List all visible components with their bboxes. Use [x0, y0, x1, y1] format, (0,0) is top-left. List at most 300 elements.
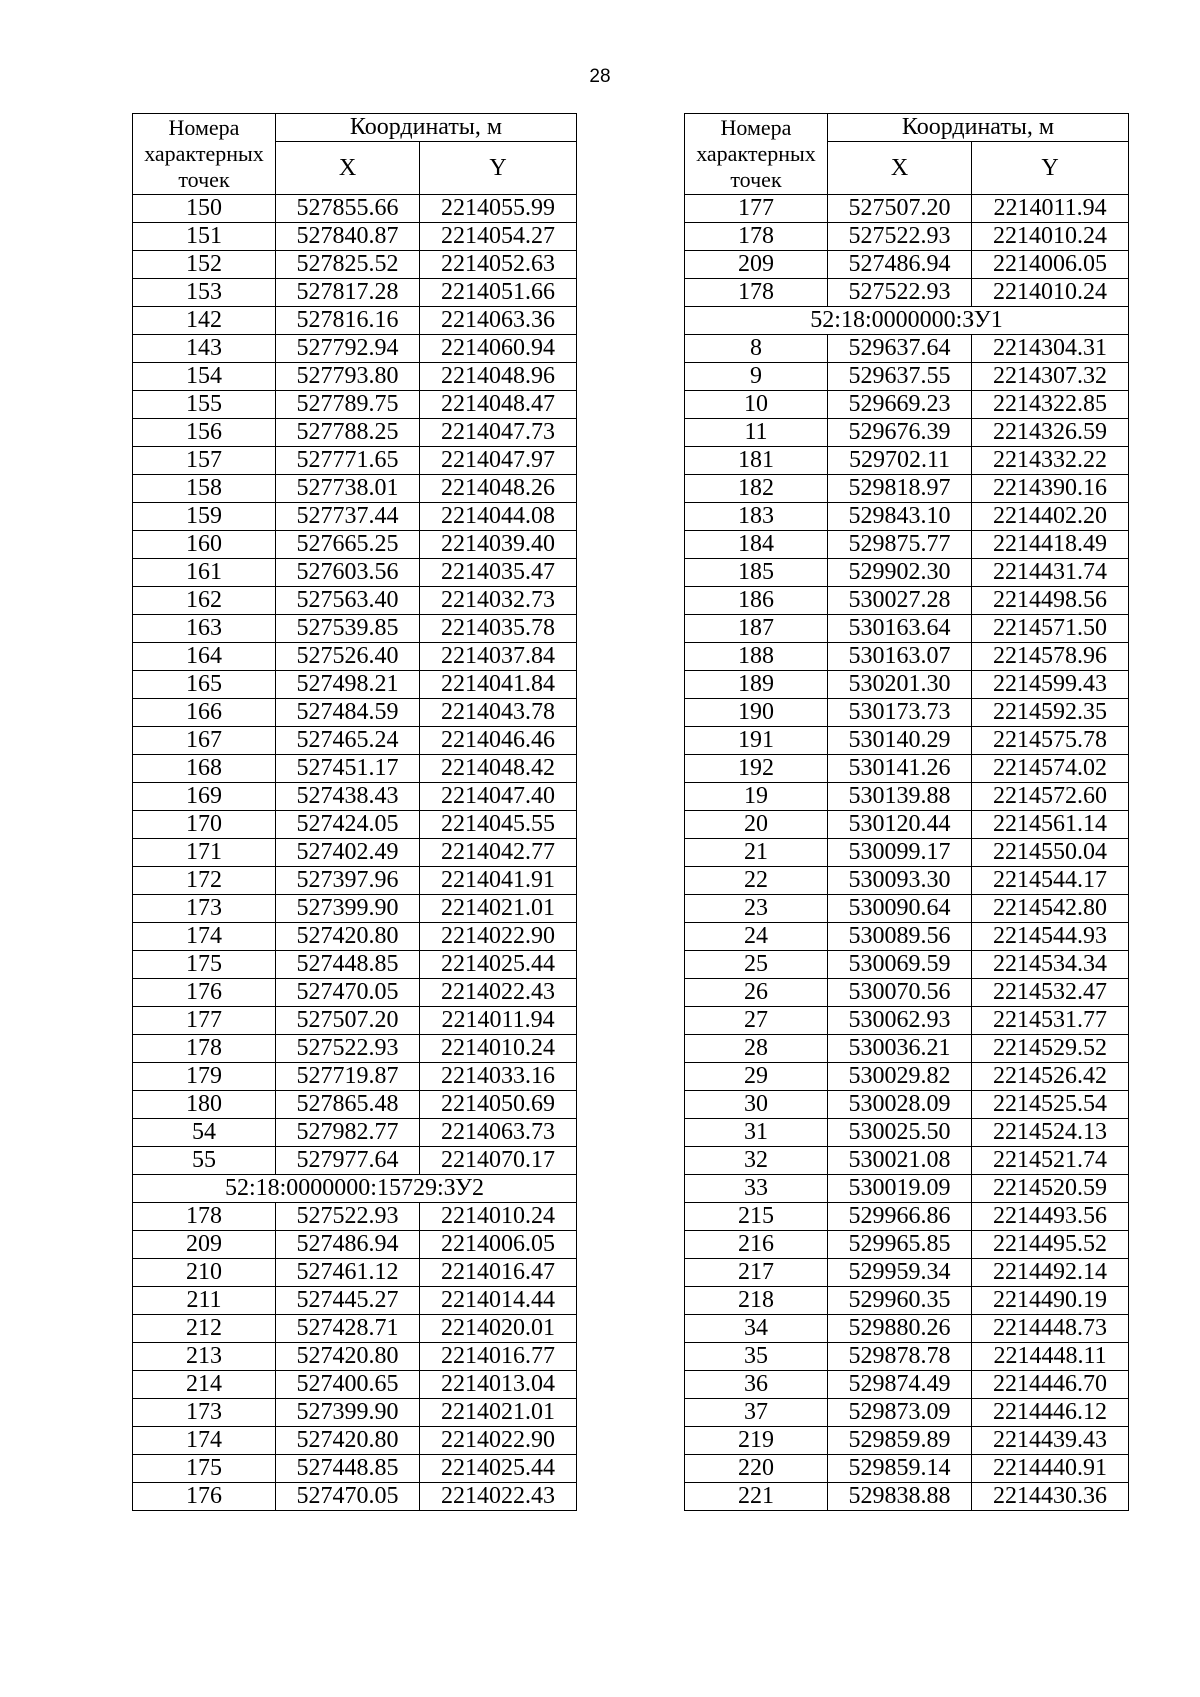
point-number-cell: 22 [685, 867, 828, 895]
x-coordinate-cell: 527402.49 [276, 839, 420, 867]
table-row [133, 223, 577, 251]
point-number-cell: 173 [133, 895, 276, 923]
y-coordinate-cell: 2214322.85 [972, 391, 1129, 419]
y-coordinate-cell: 2214021.01 [420, 895, 577, 923]
table-row [685, 811, 1129, 839]
y-coordinate-cell: 2214050.69 [420, 1091, 577, 1119]
point-number-cell: 219 [685, 1427, 828, 1455]
y-coordinate-cell: 2214020.01 [420, 1315, 577, 1343]
y-coordinate-cell: 2214493.56 [972, 1203, 1129, 1231]
point-number-cell: 192 [685, 755, 828, 783]
point-number-cell: 215 [685, 1203, 828, 1231]
y-coordinate-cell: 2214025.44 [420, 951, 577, 979]
y-coordinate-cell: 2214524.13 [972, 1119, 1129, 1147]
point-number-cell: 221 [685, 1483, 828, 1511]
y-coordinate-cell: 2214043.78 [420, 699, 577, 727]
point-number-cell: 19 [685, 783, 828, 811]
point-number-cell: 164 [133, 643, 276, 671]
x-coordinate-cell: 529873.09 [828, 1399, 972, 1427]
y-coordinate-cell: 2214544.17 [972, 867, 1129, 895]
table-row [133, 1035, 577, 1063]
table-row [133, 251, 577, 279]
y-coordinate-cell: 2214016.77 [420, 1343, 577, 1371]
x-coordinate-cell: 527982.77 [276, 1119, 420, 1147]
x-coordinate-cell: 530140.29 [828, 727, 972, 755]
y-coordinate-cell: 2214033.16 [420, 1063, 577, 1091]
x-coordinate-cell: 529702.11 [828, 447, 972, 475]
x-coordinate-cell: 529818.97 [828, 475, 972, 503]
point-number-cell: 209 [685, 251, 828, 279]
x-coordinate-cell: 527522.93 [276, 1035, 420, 1063]
y-coordinate-cell: 2214550.04 [972, 839, 1129, 867]
x-coordinate-cell: 527448.85 [276, 951, 420, 979]
table-row [685, 895, 1129, 923]
y-coordinate-cell: 2214046.46 [420, 727, 577, 755]
table-row [685, 223, 1129, 251]
point-number-cell: 189 [685, 671, 828, 699]
x-coordinate-cell: 529902.30 [828, 559, 972, 587]
y-coordinate-cell: 2214041.84 [420, 671, 577, 699]
y-coordinate-cell: 2214561.14 [972, 811, 1129, 839]
x-coordinate-cell: 527603.56 [276, 559, 420, 587]
point-number-cell: 160 [133, 531, 276, 559]
x-coordinate-cell: 527445.27 [276, 1287, 420, 1315]
point-number-cell: 168 [133, 755, 276, 783]
x-coordinate-cell: 529965.85 [828, 1231, 972, 1259]
y-coordinate-cell: 2214492.14 [972, 1259, 1129, 1287]
table-row [133, 1063, 577, 1091]
y-coordinate-cell: 2214521.74 [972, 1147, 1129, 1175]
point-number-cell: 176 [133, 979, 276, 1007]
coordinates-table-right [684, 113, 1129, 1511]
table-row [133, 783, 577, 811]
point-number-cell: 178 [685, 279, 828, 307]
point-number-cell: 27 [685, 1007, 828, 1035]
x-coordinate-cell: 527470.05 [276, 1483, 420, 1511]
y-coordinate-cell: 2214525.54 [972, 1091, 1129, 1119]
point-number-cell: 188 [685, 643, 828, 671]
y-coordinate-cell: 2214446.12 [972, 1399, 1129, 1427]
table-row [133, 727, 577, 755]
y-coordinate-cell: 2214022.43 [420, 979, 577, 1007]
section-label: 52:18:0000000:ЗУ1 [685, 307, 1129, 335]
x-coordinate-cell: 529843.10 [828, 503, 972, 531]
x-coordinate-cell: 527424.05 [276, 811, 420, 839]
table-row [133, 1287, 577, 1315]
table-row [133, 475, 577, 503]
table-row [133, 1455, 577, 1483]
point-number-cell: 166 [133, 699, 276, 727]
table-row [133, 923, 577, 951]
point-number-cell: 184 [685, 531, 828, 559]
point-number-cell: 178 [133, 1203, 276, 1231]
table-row [685, 1091, 1129, 1119]
point-number-cell: 179 [133, 1063, 276, 1091]
point-number-cell: 21 [685, 839, 828, 867]
y-coordinate-cell: 2214048.26 [420, 475, 577, 503]
y-coordinate-cell: 2214326.59 [972, 419, 1129, 447]
x-coordinate-cell: 530069.59 [828, 951, 972, 979]
table-row [133, 419, 577, 447]
point-number-cell: 211 [133, 1287, 276, 1315]
table-row [685, 475, 1129, 503]
point-number-cell: 150 [133, 195, 276, 223]
x-coordinate-cell: 529859.14 [828, 1455, 972, 1483]
y-coordinate-cell: 2214307.32 [972, 363, 1129, 391]
table-row [685, 1063, 1129, 1091]
table-row [685, 559, 1129, 587]
table-row [133, 1483, 577, 1511]
x-coordinate-cell: 529880.26 [828, 1315, 972, 1343]
table-row [133, 839, 577, 867]
y-coordinate-cell: 2214011.94 [420, 1007, 577, 1035]
x-coordinate-cell: 529637.55 [828, 363, 972, 391]
x-coordinate-cell: 527719.87 [276, 1063, 420, 1091]
y-coordinate-cell: 2214010.24 [420, 1035, 577, 1063]
point-number-cell: 162 [133, 587, 276, 615]
y-coordinate-cell: 2214035.47 [420, 559, 577, 587]
y-coordinate-cell: 2214498.56 [972, 587, 1129, 615]
table-row [685, 615, 1129, 643]
table-row [133, 1147, 577, 1175]
x-coordinate-cell: 530029.82 [828, 1063, 972, 1091]
x-coordinate-cell: 527855.66 [276, 195, 420, 223]
y-coordinate-cell: 2214440.91 [972, 1455, 1129, 1483]
table-row [685, 1399, 1129, 1427]
table-row [685, 1119, 1129, 1147]
point-number-cell: 217 [685, 1259, 828, 1287]
x-coordinate-cell: 527788.25 [276, 419, 420, 447]
x-coordinate-cell: 530021.08 [828, 1147, 972, 1175]
table-row [685, 531, 1129, 559]
y-coordinate-cell: 2214390.16 [972, 475, 1129, 503]
point-number-cell: 161 [133, 559, 276, 587]
x-coordinate-cell: 527522.93 [828, 279, 972, 307]
y-coordinate-cell: 2214022.43 [420, 1483, 577, 1511]
x-coordinate-cell: 527840.87 [276, 223, 420, 251]
table-row [133, 279, 577, 307]
y-coordinate-cell: 2214022.90 [420, 1427, 577, 1455]
point-number-cell: 37 [685, 1399, 828, 1427]
table-row [685, 727, 1129, 755]
table-row [685, 195, 1129, 223]
x-coordinate-cell: 530173.73 [828, 699, 972, 727]
point-number-cell: 30 [685, 1091, 828, 1119]
x-coordinate-cell: 530163.07 [828, 643, 972, 671]
x-coordinate-cell: 530139.88 [828, 783, 972, 811]
point-number-cell: 175 [133, 951, 276, 979]
x-coordinate-cell: 529637.64 [828, 335, 972, 363]
y-coordinate-cell: 2214448.73 [972, 1315, 1129, 1343]
y-coordinate-cell: 2214047.40 [420, 783, 577, 811]
x-coordinate-cell: 527428.71 [276, 1315, 420, 1343]
x-coordinate-cell: 529966.86 [828, 1203, 972, 1231]
point-number-cell: 187 [685, 615, 828, 643]
table-row [685, 1147, 1129, 1175]
x-coordinate-cell: 530025.50 [828, 1119, 972, 1147]
point-number-cell: 191 [685, 727, 828, 755]
points-column-header: Номера характерных точек [133, 114, 276, 195]
y-coordinate-cell: 2214448.11 [972, 1343, 1129, 1371]
x-coordinate-cell: 529838.88 [828, 1483, 972, 1511]
table-row [685, 1203, 1129, 1231]
x-coordinate-cell: 527484.59 [276, 699, 420, 727]
y-coordinate-cell: 2214520.59 [972, 1175, 1129, 1203]
table-row [685, 1371, 1129, 1399]
point-number-cell: 214 [133, 1371, 276, 1399]
x-coordinate-cell: 527470.05 [276, 979, 420, 1007]
point-number-cell: 159 [133, 503, 276, 531]
y-coordinate-cell: 2214014.44 [420, 1287, 577, 1315]
point-number-cell: 181 [685, 447, 828, 475]
x-coordinate-cell: 527397.96 [276, 867, 420, 895]
section-row [685, 307, 1129, 335]
y-coordinate-cell: 2214532.47 [972, 979, 1129, 1007]
table-row [685, 251, 1129, 279]
point-number-cell: 177 [685, 195, 828, 223]
y-coordinate-cell: 2214041.91 [420, 867, 577, 895]
x-coordinate-cell: 527522.93 [276, 1203, 420, 1231]
point-number-cell: 25 [685, 951, 828, 979]
point-number-cell: 24 [685, 923, 828, 951]
table-row [685, 503, 1129, 531]
point-number-cell: 210 [133, 1259, 276, 1287]
point-number-cell: 26 [685, 979, 828, 1007]
x-coordinate-cell: 527399.90 [276, 895, 420, 923]
y-coordinate-cell: 2214054.27 [420, 223, 577, 251]
x-coordinate-cell: 527737.44 [276, 503, 420, 531]
x-coordinate-cell: 527420.80 [276, 1343, 420, 1371]
y-coordinate-cell: 2214048.96 [420, 363, 577, 391]
point-number-cell: 186 [685, 587, 828, 615]
x-coordinate-cell: 530027.28 [828, 587, 972, 615]
y-coordinate-cell: 2214495.52 [972, 1231, 1129, 1259]
table-row [133, 867, 577, 895]
point-number-cell: 54 [133, 1119, 276, 1147]
table-row [133, 1091, 577, 1119]
table-row [133, 1259, 577, 1287]
table-row [133, 1231, 577, 1259]
x-coordinate-cell: 527825.52 [276, 251, 420, 279]
x-coordinate-cell: 530090.64 [828, 895, 972, 923]
point-number-cell: 182 [685, 475, 828, 503]
table-row [133, 1315, 577, 1343]
x-coordinate-cell: 529874.49 [828, 1371, 972, 1399]
x-coordinate-cell: 529859.89 [828, 1427, 972, 1455]
x-coordinate-cell: 529959.34 [828, 1259, 972, 1287]
y-coordinate-cell: 2214037.84 [420, 643, 577, 671]
table-row [685, 1483, 1129, 1511]
table-row [133, 195, 577, 223]
x-coordinate-cell: 527522.93 [828, 223, 972, 251]
y-coordinate-cell: 2214042.77 [420, 839, 577, 867]
y-coordinate-cell: 2214039.40 [420, 531, 577, 559]
table-row [685, 1175, 1129, 1203]
point-number-cell: 142 [133, 307, 276, 335]
table-row [133, 587, 577, 615]
x-coordinate-cell: 529676.39 [828, 419, 972, 447]
table-row [133, 811, 577, 839]
table-row [133, 979, 577, 1007]
table-row [133, 895, 577, 923]
x-coordinate-cell: 527507.20 [276, 1007, 420, 1035]
x-coordinate-cell: 530036.21 [828, 1035, 972, 1063]
y-coordinate-cell: 2214035.78 [420, 615, 577, 643]
table-row [133, 335, 577, 363]
y-coordinate-cell: 2214418.49 [972, 531, 1129, 559]
point-number-cell: 29 [685, 1063, 828, 1091]
point-number-cell: 20 [685, 811, 828, 839]
table-row [685, 1259, 1129, 1287]
x-coordinate-cell: 530062.93 [828, 1007, 972, 1035]
coordinates-column-header: Координаты, м [828, 114, 1129, 142]
point-number-cell: 163 [133, 615, 276, 643]
y-coordinate-cell: 2214048.42 [420, 755, 577, 783]
y-coordinate-cell: 2214070.17 [420, 1147, 577, 1175]
point-number-cell: 152 [133, 251, 276, 279]
y-coordinate-cell: 2214431.74 [972, 559, 1129, 587]
points-column-header: Номера характерных точек [685, 114, 828, 195]
x-coordinate-cell: 527448.85 [276, 1455, 420, 1483]
table-row [685, 1287, 1129, 1315]
y-coordinate-cell: 2214304.31 [972, 335, 1129, 363]
point-number-cell: 176 [133, 1483, 276, 1511]
x-coordinate-cell: 530019.09 [828, 1175, 972, 1203]
table-row [685, 923, 1129, 951]
point-number-cell: 154 [133, 363, 276, 391]
point-number-cell: 36 [685, 1371, 828, 1399]
x-coordinate-cell: 530093.30 [828, 867, 972, 895]
x-coordinate-cell: 530141.26 [828, 755, 972, 783]
point-number-cell: 212 [133, 1315, 276, 1343]
y-coordinate-cell: 2214439.43 [972, 1427, 1129, 1455]
table-row [133, 643, 577, 671]
y-column-header: Y [972, 142, 1129, 195]
table-row [685, 1455, 1129, 1483]
point-number-cell: 9 [685, 363, 828, 391]
y-coordinate-cell: 2214402.20 [972, 503, 1129, 531]
y-coordinate-cell: 2214060.94 [420, 335, 577, 363]
point-number-cell: 174 [133, 1427, 276, 1455]
page-number: 28 [589, 66, 611, 87]
x-coordinate-cell: 527526.40 [276, 643, 420, 671]
point-number-cell: 55 [133, 1147, 276, 1175]
table-row [685, 699, 1129, 727]
table-row [685, 1315, 1129, 1343]
y-coordinate-cell: 2214010.24 [420, 1203, 577, 1231]
point-number-cell: 183 [685, 503, 828, 531]
point-number-cell: 209 [133, 1231, 276, 1259]
y-coordinate-cell: 2214025.44 [420, 1455, 577, 1483]
point-number-cell: 10 [685, 391, 828, 419]
y-coordinate-cell: 2214531.77 [972, 1007, 1129, 1035]
x-coordinate-cell: 527817.28 [276, 279, 420, 307]
y-coordinate-cell: 2214013.04 [420, 1371, 577, 1399]
x-coordinate-cell: 527665.25 [276, 531, 420, 559]
y-coordinate-cell: 2214529.52 [972, 1035, 1129, 1063]
table-row [685, 755, 1129, 783]
point-number-cell: 8 [685, 335, 828, 363]
y-coordinate-cell: 2214599.43 [972, 671, 1129, 699]
y-coordinate-cell: 2214022.90 [420, 923, 577, 951]
table-row [133, 1343, 577, 1371]
point-number-cell: 213 [133, 1343, 276, 1371]
y-column-header: Y [420, 142, 577, 195]
y-coordinate-cell: 2214490.19 [972, 1287, 1129, 1315]
point-number-cell: 178 [133, 1035, 276, 1063]
table-row [685, 643, 1129, 671]
table-row [685, 587, 1129, 615]
x-coordinate-cell: 527793.80 [276, 363, 420, 391]
y-coordinate-cell: 2214032.73 [420, 587, 577, 615]
point-number-cell: 178 [685, 223, 828, 251]
y-coordinate-cell: 2214055.99 [420, 195, 577, 223]
table-row [133, 951, 577, 979]
y-coordinate-cell: 2214011.94 [972, 195, 1129, 223]
x-coordinate-cell: 527420.80 [276, 923, 420, 951]
point-number-cell: 33 [685, 1175, 828, 1203]
y-coordinate-cell: 2214574.02 [972, 755, 1129, 783]
x-coordinate-cell: 527486.94 [276, 1231, 420, 1259]
table-row [133, 1119, 577, 1147]
y-coordinate-cell: 2214044.08 [420, 503, 577, 531]
point-number-cell: 151 [133, 223, 276, 251]
point-number-cell: 172 [133, 867, 276, 895]
x-column-header: X [276, 142, 420, 195]
x-coordinate-cell: 530028.09 [828, 1091, 972, 1119]
table-row [685, 391, 1129, 419]
x-coordinate-cell: 527486.94 [828, 251, 972, 279]
table-row [685, 279, 1129, 307]
y-coordinate-cell: 2214006.05 [420, 1231, 577, 1259]
point-number-cell: 175 [133, 1455, 276, 1483]
y-coordinate-cell: 2214016.47 [420, 1259, 577, 1287]
table-row [133, 615, 577, 643]
y-coordinate-cell: 2214592.35 [972, 699, 1129, 727]
x-coordinate-cell: 527792.94 [276, 335, 420, 363]
point-number-cell: 170 [133, 811, 276, 839]
point-number-cell: 220 [685, 1455, 828, 1483]
table-row [133, 671, 577, 699]
coordinates-column-header: Координаты, м [276, 114, 577, 142]
x-coordinate-cell: 529878.78 [828, 1343, 972, 1371]
y-coordinate-cell: 2214048.47 [420, 391, 577, 419]
table-row [685, 1427, 1129, 1455]
y-coordinate-cell: 2214430.36 [972, 1483, 1129, 1511]
point-number-cell: 174 [133, 923, 276, 951]
x-coordinate-cell: 527507.20 [828, 195, 972, 223]
coordinates-table-left [132, 113, 577, 1511]
table-row [685, 1343, 1129, 1371]
y-coordinate-cell: 2214063.73 [420, 1119, 577, 1147]
point-number-cell: 169 [133, 783, 276, 811]
x-coordinate-cell: 530099.17 [828, 839, 972, 867]
point-number-cell: 35 [685, 1343, 828, 1371]
section-row [133, 1175, 577, 1203]
table-row [133, 755, 577, 783]
point-number-cell: 216 [685, 1231, 828, 1259]
x-coordinate-cell: 530089.56 [828, 923, 972, 951]
table-row [685, 979, 1129, 1007]
point-number-cell: 156 [133, 419, 276, 447]
x-coordinate-cell: 527451.17 [276, 755, 420, 783]
point-number-cell: 171 [133, 839, 276, 867]
table-row [685, 1007, 1129, 1035]
table-row [685, 419, 1129, 447]
y-coordinate-cell: 2214575.78 [972, 727, 1129, 755]
x-coordinate-cell: 527539.85 [276, 615, 420, 643]
y-coordinate-cell: 2214010.24 [972, 223, 1129, 251]
